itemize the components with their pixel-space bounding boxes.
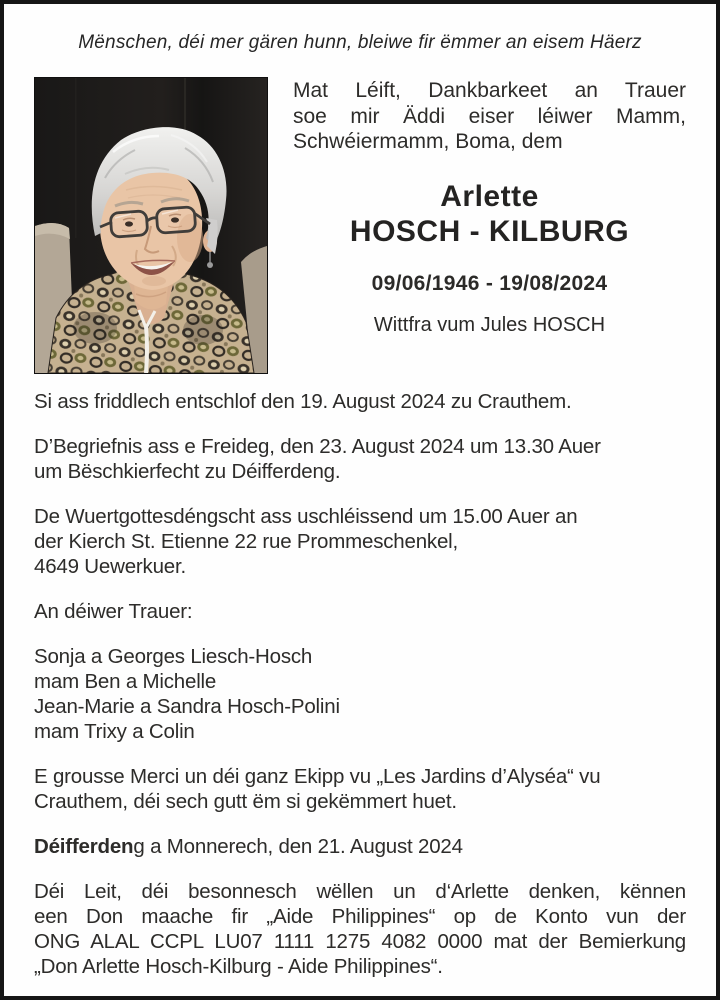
widow-line: Wittfra vum Jules HOSCH [373, 313, 606, 336]
intro-text: Mat Léift, Dankbarkeet an Trauer soe mir Äddi eiser léiwer Mamm, Schwéiermamm, Boma, dem [293, 79, 686, 153]
portrait-photo [34, 77, 268, 374]
header-text-column [268, 77, 686, 374]
donation-note: Déi Leit, déi besonnesch wëllen un d‘Arlette denken, kënnen een Don maache fir „Aide Philippines“ op de Konto vun der ONG ALAL CCPL LU07 1111 1275 4082 0000 mat der Bemierkung „Don Arlette Hosch-Kilburg - Aide Philippines“. [34, 880, 686, 978]
mourning-header: An déiwer Trauer: [34, 600, 193, 623]
dateline [34, 834, 686, 859]
service-info: De Wuertgottesdéngscht ass uschléissend um 15.00 Auer an der Kierch St. Etienne 22 rue Prommeschenkel, 4649 Uewerkuer. [34, 505, 578, 578]
name-block [293, 179, 686, 337]
deceased-last-name: HOSCH - KILBURG [349, 214, 630, 248]
thanks-note: E grousse Merci un déi ganz Ekipp vu „Les Jardins d’Alyséa“ vu Crauthem, déi sech gutt ëm si gekëmmert huet. [34, 765, 601, 813]
funeral-info: D’Begriefnis ass e Freideg, den 23. August 2024 um 13.30 Auer um Bëschkierfecht zu Déifferdeng. [34, 435, 601, 483]
death-announcement: Si ass friddlech entschlof den 19. August 2024 zu Crauthem. [34, 390, 572, 413]
deceased-first-name: Arlette [440, 179, 539, 213]
portrait-illustration [35, 78, 267, 373]
header-section [34, 77, 686, 374]
memorial-quote: Mënschen, déi mer gären hunn, bleiwe fir ëmmer an eisem Häerz [78, 32, 642, 53]
life-dates: 09/06/1946 - 19/08/2024 [371, 271, 608, 295]
mourners-list: Sonja a Georges Liesch-Hosch mam Ben a Michelle Jean-Marie a Sandra Hosch-Polini mam Trixy a Colin [34, 645, 340, 743]
announcement-body [34, 389, 686, 979]
dateline-rest: g a Monnerech, den 21. August 2024 [133, 835, 463, 858]
dateline-bold-part: Déifferden [34, 835, 134, 858]
